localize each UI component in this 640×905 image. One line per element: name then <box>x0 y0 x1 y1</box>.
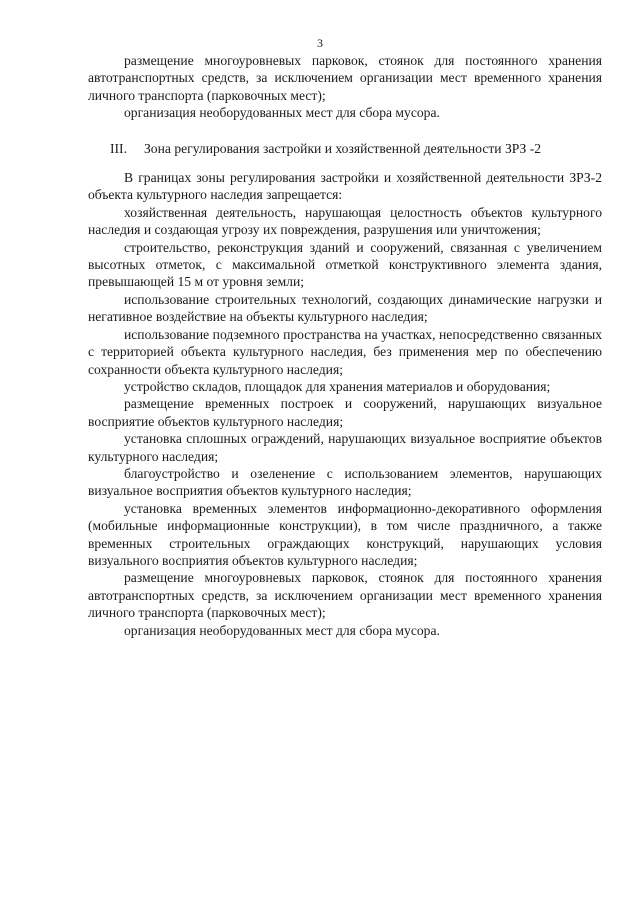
list-item: строительство, реконструкция зданий и сооружений, связанная с увеличением высотных отметок, с максимальной отметкой конструктивного элемента здания, превышающей 15 м от уровня земли; <box>88 239 602 290</box>
paragraph: организация необорудованных мест для сбора мусора. <box>124 105 440 121</box>
list-item: размещение многоуровневых парковок, стоянок для постоянного хранения автотранспортных средств, за исключением организации мест временного хранения личного транспорта (парковочных мест); <box>88 570 602 621</box>
page-number: 3 <box>317 36 323 50</box>
list-item: организация необорудованных мест для сбора мусора. <box>124 622 440 638</box>
list-item: размещение временных построек и сооружений, нарушающих визуальное восприятие объектов культурного наследия; <box>88 396 602 429</box>
paragraph: В границах зоны регулирования застройки и хозяйственной деятельности ЗРЗ-2 объекта культурного наследия запрещается: <box>88 170 602 203</box>
section-number: III. <box>110 140 127 156</box>
paragraph: размещение многоуровневых парковок, стоянок для постоянного хранения автотранспортных средств, за исключением организации мест временного хранения личного транспорта (парковочных мест); <box>88 53 602 103</box>
list-item: использование подземного пространства на участках, непосредственно связанных с территорией объекта культурного наследия, без применения мер по обеспечению сохранности объекта культурного наследия; <box>88 326 602 377</box>
list-item: благоустройство и озеленение с использованием элементов, нарушающих визуальное восприятия объектов культурного наследия; <box>88 465 602 499</box>
list-item: использование строительных технологий, создающих динамические нагрузки и негативное воздействие на объекты культурного наследия; <box>88 291 602 325</box>
list-item: установка сплошных ограждений, нарушающих визуальное восприятие объектов культурного наследия; <box>88 431 602 464</box>
document-body <box>88 52 602 639</box>
list-item: устройство складов, площадок для хранения материалов и оборудования; <box>124 378 551 394</box>
list-item: установка временных элементов информационно-декоративного оформления (мобильные информационные конструкции), в том числе праздничного, а также временных строительных ограждающих конструкций, нарушающих условия визуального восприятия объектов культурного наследия; <box>88 500 602 568</box>
section-heading <box>88 140 602 157</box>
section-title: Зона регулирования застройки и хозяйственной деятельности ЗРЗ -2 <box>144 140 542 156</box>
list-item: хозяйственная деятельность, нарушающая целостность объектов культурного наследия и создающая угрозу их повреждения, разрушения или уничтожения; <box>88 204 602 238</box>
